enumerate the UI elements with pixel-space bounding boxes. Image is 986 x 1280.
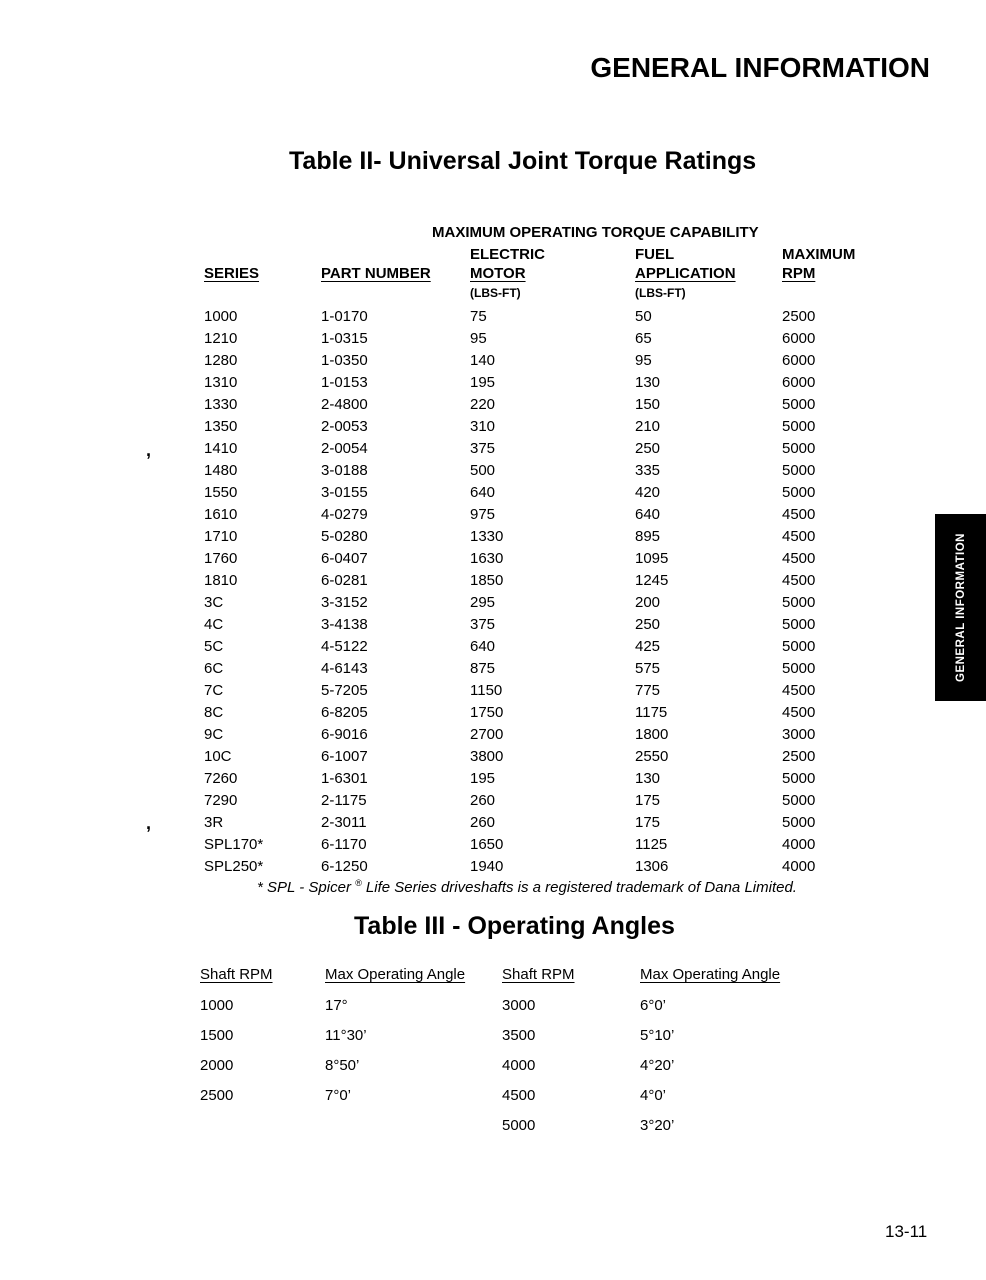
table-cell: 1550: [204, 484, 238, 501]
table-row: [204, 307, 872, 329]
table-cell: 260: [470, 792, 496, 809]
table-cell: 2500: [782, 308, 816, 325]
table-row: [204, 351, 872, 373]
table-cell: 3000: [502, 997, 536, 1014]
table-row: [204, 857, 872, 879]
table-cell: 4-6143: [321, 660, 368, 677]
table-cell: 295: [470, 594, 496, 611]
table-row: [204, 769, 872, 791]
table-cell: 7260: [204, 770, 238, 787]
header-spacer: [321, 246, 470, 265]
table-cell: 775: [635, 682, 661, 699]
col-fuel-bottom: [635, 265, 782, 286]
table-cell: 1940: [470, 858, 504, 875]
table-cell: 5000: [782, 396, 816, 413]
table-row: [200, 1087, 810, 1117]
torque-table-body: [204, 307, 872, 879]
table-cell: 2500: [200, 1087, 234, 1104]
table-cell: 6-0407: [321, 550, 368, 567]
table-row: [200, 1117, 810, 1147]
table-row: [204, 637, 872, 659]
table-row: [200, 997, 810, 1027]
table-cell: 1125: [635, 836, 668, 853]
table-cell: 3800: [470, 748, 504, 765]
table-cell: 5C: [204, 638, 224, 655]
table-row: [204, 791, 872, 813]
table-row: [204, 659, 872, 681]
table-row: [204, 593, 872, 615]
table-cell: 4500: [782, 550, 816, 567]
margin-mark: ,: [146, 813, 152, 833]
table-cell: 6-1170: [321, 836, 367, 853]
col-rpm-label: RPM: [782, 265, 816, 282]
table-cell: 1760: [204, 550, 238, 567]
header-row-bottom: [204, 265, 872, 286]
electric-units: (LBS-FT): [470, 286, 521, 300]
table-row: [204, 835, 872, 857]
table-cell: 1-0315: [321, 330, 368, 347]
col-electric-top: ELECTRIC: [470, 246, 545, 263]
page-header-title: GENERAL INFORMATION: [590, 52, 930, 83]
table-cell: SPL250*: [204, 858, 264, 875]
table-cell: 4000: [782, 858, 816, 875]
table-row: [204, 505, 872, 527]
table-cell: 975: [470, 506, 496, 523]
table-cell: 1800: [635, 726, 669, 743]
spl-footnote: [0, 878, 986, 896]
header-row-top: [204, 246, 872, 265]
col-application-label: APPLICATION: [635, 265, 736, 282]
table-cell: 1610: [204, 506, 238, 523]
table-cell: 375: [470, 616, 496, 633]
table-row: [204, 681, 872, 703]
table-row: [204, 483, 872, 505]
footnote-text-prefix: * SPL - Spicer: [257, 879, 356, 896]
table-cell: 140: [470, 352, 496, 369]
table-cell: [200, 1117, 325, 1147]
table-cell: 4500: [782, 528, 816, 545]
angles-table-header: [200, 966, 810, 997]
table-cell: 2700: [470, 726, 504, 743]
table-cell: 4500: [782, 704, 816, 721]
table-cell: 1710: [204, 528, 238, 545]
col-shaft-rpm-left: Shaft RPM: [200, 966, 273, 983]
header-row-units: [204, 286, 872, 307]
table-cell: 175: [635, 792, 661, 809]
table-cell: 6C: [204, 660, 224, 677]
table-row: [204, 813, 872, 835]
table-cell: 2000: [200, 1057, 234, 1074]
table-cell: 4000: [502, 1057, 536, 1074]
table-cell: 1410: [204, 440, 238, 457]
table-cell: 95: [470, 330, 487, 347]
col-max-bottom: [782, 265, 872, 286]
table-cell: 5000: [782, 616, 816, 633]
table-cell: 1280: [204, 352, 238, 369]
table-cell: 95: [635, 352, 652, 369]
header-spacer: [321, 286, 470, 307]
table-cell: 6-1250: [321, 858, 368, 875]
table-cell: 11°30’: [325, 1027, 367, 1044]
table-cell: 195: [470, 374, 496, 391]
table-cell: 3-0155: [321, 484, 368, 501]
table-cell: 1-6301: [321, 770, 368, 787]
table-cell: 4°20’: [640, 1057, 675, 1074]
table-cell: 3R: [204, 814, 224, 831]
table-cell: 195: [470, 770, 496, 787]
table-cell: 1-0153: [321, 374, 368, 391]
table-cell: 1630: [470, 550, 504, 567]
table-cell: 575: [635, 660, 661, 677]
table-cell: 375: [470, 440, 496, 457]
footnote-text-suffix: Life Series driveshafts is a registered trademark of Dana Limited.: [361, 879, 797, 896]
table-cell: 1306: [635, 858, 669, 875]
table-cell: 1810: [204, 572, 238, 589]
table-cell: 6000: [782, 374, 816, 391]
table-cell: 1095: [635, 550, 669, 567]
table-cell: 5000: [782, 594, 816, 611]
table-cell: 1210: [204, 330, 238, 347]
table-cell: 6-0281: [321, 572, 368, 589]
table-cell: 640: [470, 638, 496, 655]
table-cell: 3500: [502, 1027, 536, 1044]
table-cell: 4-0279: [321, 506, 368, 523]
table-cell: 150: [635, 396, 661, 413]
table-cell: 3-3152: [321, 594, 368, 611]
table-cell: 640: [470, 484, 496, 501]
margin-mark: ,: [146, 440, 152, 460]
table-cell: 2-4800: [321, 396, 368, 413]
table-cell: 1330: [470, 528, 504, 545]
header-spacer: [204, 286, 321, 307]
table-cell: 3C: [204, 594, 224, 611]
table-cell: 3°20’: [640, 1117, 675, 1134]
table-cell: 250: [635, 616, 661, 633]
col-series-label: SERIES: [204, 265, 260, 282]
table-cell: 5000: [782, 484, 816, 501]
table-cell: 5°10’: [640, 1027, 675, 1044]
angles-table-body: [200, 997, 810, 1147]
table-cell: 9C: [204, 726, 224, 743]
table-cell: 220: [470, 396, 496, 413]
table-cell: 17°: [325, 997, 348, 1014]
table2-title: Table II- Universal Joint Torque Ratings: [289, 147, 757, 175]
table-row: [204, 417, 872, 439]
table-cell: 2-0054: [321, 440, 368, 457]
table-row: [200, 1027, 810, 1057]
torque-ratings-section: [204, 224, 872, 879]
table-cell: 6000: [782, 330, 816, 347]
table-cell: 4-5122: [321, 638, 368, 655]
table-row: [204, 395, 872, 417]
table-cell: 335: [635, 462, 661, 479]
table-cell: 65: [635, 330, 652, 347]
table-cell: 5000: [782, 660, 816, 677]
table-cell: 5000: [502, 1117, 536, 1134]
table-cell: 4500: [782, 572, 816, 589]
table-cell: 8°50’: [325, 1057, 360, 1074]
table-cell: SPL170*: [204, 836, 264, 853]
table-cell: 3000: [782, 726, 816, 743]
table-cell: 7290: [204, 792, 238, 809]
table-row: [204, 725, 872, 747]
registered-trademark-symbol: ®: [355, 878, 362, 888]
page-number: 13-11: [885, 1222, 928, 1241]
col-max-angle-left: Max Operating Angle: [325, 966, 466, 983]
side-tab-label: GENERAL INFORMATION: [954, 533, 967, 682]
table-cell: 6-9016: [321, 726, 368, 743]
table-row: [204, 527, 872, 549]
header-spacer: [782, 286, 872, 307]
table-cell: 6°0’: [640, 997, 667, 1014]
table-row: [204, 549, 872, 571]
table-cell: 420: [635, 484, 661, 501]
table-cell: 5000: [782, 462, 816, 479]
col-part-number-label: PART NUMBER: [321, 265, 431, 282]
table-cell: 7C: [204, 682, 224, 699]
table-cell: 640: [635, 506, 661, 523]
table-cell: 4000: [782, 836, 816, 853]
col-fuel-top: FUEL: [635, 246, 675, 263]
table-cell: 2550: [635, 748, 669, 765]
table-cell: 1000: [204, 308, 238, 325]
table-cell: 6-8205: [321, 704, 368, 721]
table-cell: 75: [470, 308, 487, 325]
table-cell: 8C: [204, 704, 224, 721]
table-cell: 7°0’: [325, 1087, 352, 1104]
table-cell: 260: [470, 814, 496, 831]
fuel-units: (LBS-FT): [635, 286, 686, 300]
table-cell: 130: [635, 770, 661, 787]
table-cell: 1-0170: [321, 308, 368, 325]
table-cell: 1175: [635, 704, 668, 721]
torque-ratings-table: [204, 246, 872, 879]
table-row: [204, 439, 872, 461]
table-cell: 875: [470, 660, 496, 677]
col-part-number: [321, 265, 470, 286]
table-cell: 5000: [782, 814, 816, 831]
table-row: [204, 747, 872, 769]
table-cell: 500: [470, 462, 496, 479]
torque-table-header: [204, 246, 872, 307]
table-row: [204, 571, 872, 593]
table-cell: 6-1007: [321, 748, 368, 765]
table-cell: 200: [635, 594, 661, 611]
table-cell: 50: [635, 308, 652, 325]
col-electric-bottom: [470, 265, 635, 286]
table-cell: 5-0280: [321, 528, 368, 545]
table-cell: 1330: [204, 396, 238, 413]
col-max-top: MAXIMUM: [782, 246, 856, 263]
table-row: [204, 461, 872, 483]
col-max-angle-right: Max Operating Angle: [640, 966, 781, 983]
table-row: [204, 329, 872, 351]
header-spacer: [204, 246, 321, 265]
col-shaft-rpm-right: Shaft RPM: [502, 966, 575, 983]
table-cell: 5000: [782, 770, 816, 787]
table-cell: 4°0’: [640, 1087, 667, 1104]
capability-header: MAXIMUM OPERATING TORQUE CAPABILITY: [432, 224, 759, 241]
table-cell: 1750: [470, 704, 504, 721]
table-cell: 310: [470, 418, 496, 435]
table-cell: 5000: [782, 440, 816, 457]
table-cell: 5000: [782, 638, 816, 655]
table-row: [200, 1057, 810, 1087]
table-cell: 1000: [200, 997, 234, 1014]
table-cell: 1-0350: [321, 352, 368, 369]
table-row: [204, 615, 872, 637]
table-cell: 1650: [470, 836, 504, 853]
header-row: [200, 966, 810, 997]
table-cell: 2-1175: [321, 792, 367, 809]
table-cell: 5000: [782, 418, 816, 435]
table-cell: 1150: [470, 682, 503, 699]
table-cell: 210: [635, 418, 661, 435]
table-row: [204, 703, 872, 725]
table-cell: 5000: [782, 792, 816, 809]
col-motor-label: MOTOR: [470, 265, 526, 282]
table-cell: 1850: [470, 572, 504, 589]
table3-title: Table III - Operating Angles: [354, 912, 675, 940]
section-side-tab: [935, 514, 986, 701]
table-cell: 250: [635, 440, 661, 457]
table-cell: 1310: [204, 374, 238, 391]
table-cell: 4500: [502, 1087, 536, 1104]
table-cell: 2-0053: [321, 418, 368, 435]
table-cell: 3-4138: [321, 616, 368, 633]
table-cell: 3-0188: [321, 462, 368, 479]
table-cell: 4500: [782, 506, 816, 523]
table-cell: 4C: [204, 616, 224, 633]
operating-angles-section: [200, 966, 810, 1147]
table-cell: 425: [635, 638, 661, 655]
table-cell: 2-3011: [321, 814, 367, 831]
table-cell: 5-7205: [321, 682, 368, 699]
table-cell: 4500: [782, 682, 816, 699]
operating-angles-table: [200, 966, 810, 1147]
table-cell: 1350: [204, 418, 238, 435]
table-cell: 895: [635, 528, 661, 545]
table-cell: 2500: [782, 748, 816, 765]
table-cell: 1500: [200, 1027, 234, 1044]
col-series: [204, 265, 321, 286]
table-cell: [325, 1117, 502, 1147]
table-cell: 10C: [204, 748, 232, 765]
table-cell: 1245: [635, 572, 669, 589]
table-cell: 6000: [782, 352, 816, 369]
table-cell: 1480: [204, 462, 238, 479]
table-row: [204, 373, 872, 395]
table-cell: 130: [635, 374, 661, 391]
table-cell: 175: [635, 814, 661, 831]
